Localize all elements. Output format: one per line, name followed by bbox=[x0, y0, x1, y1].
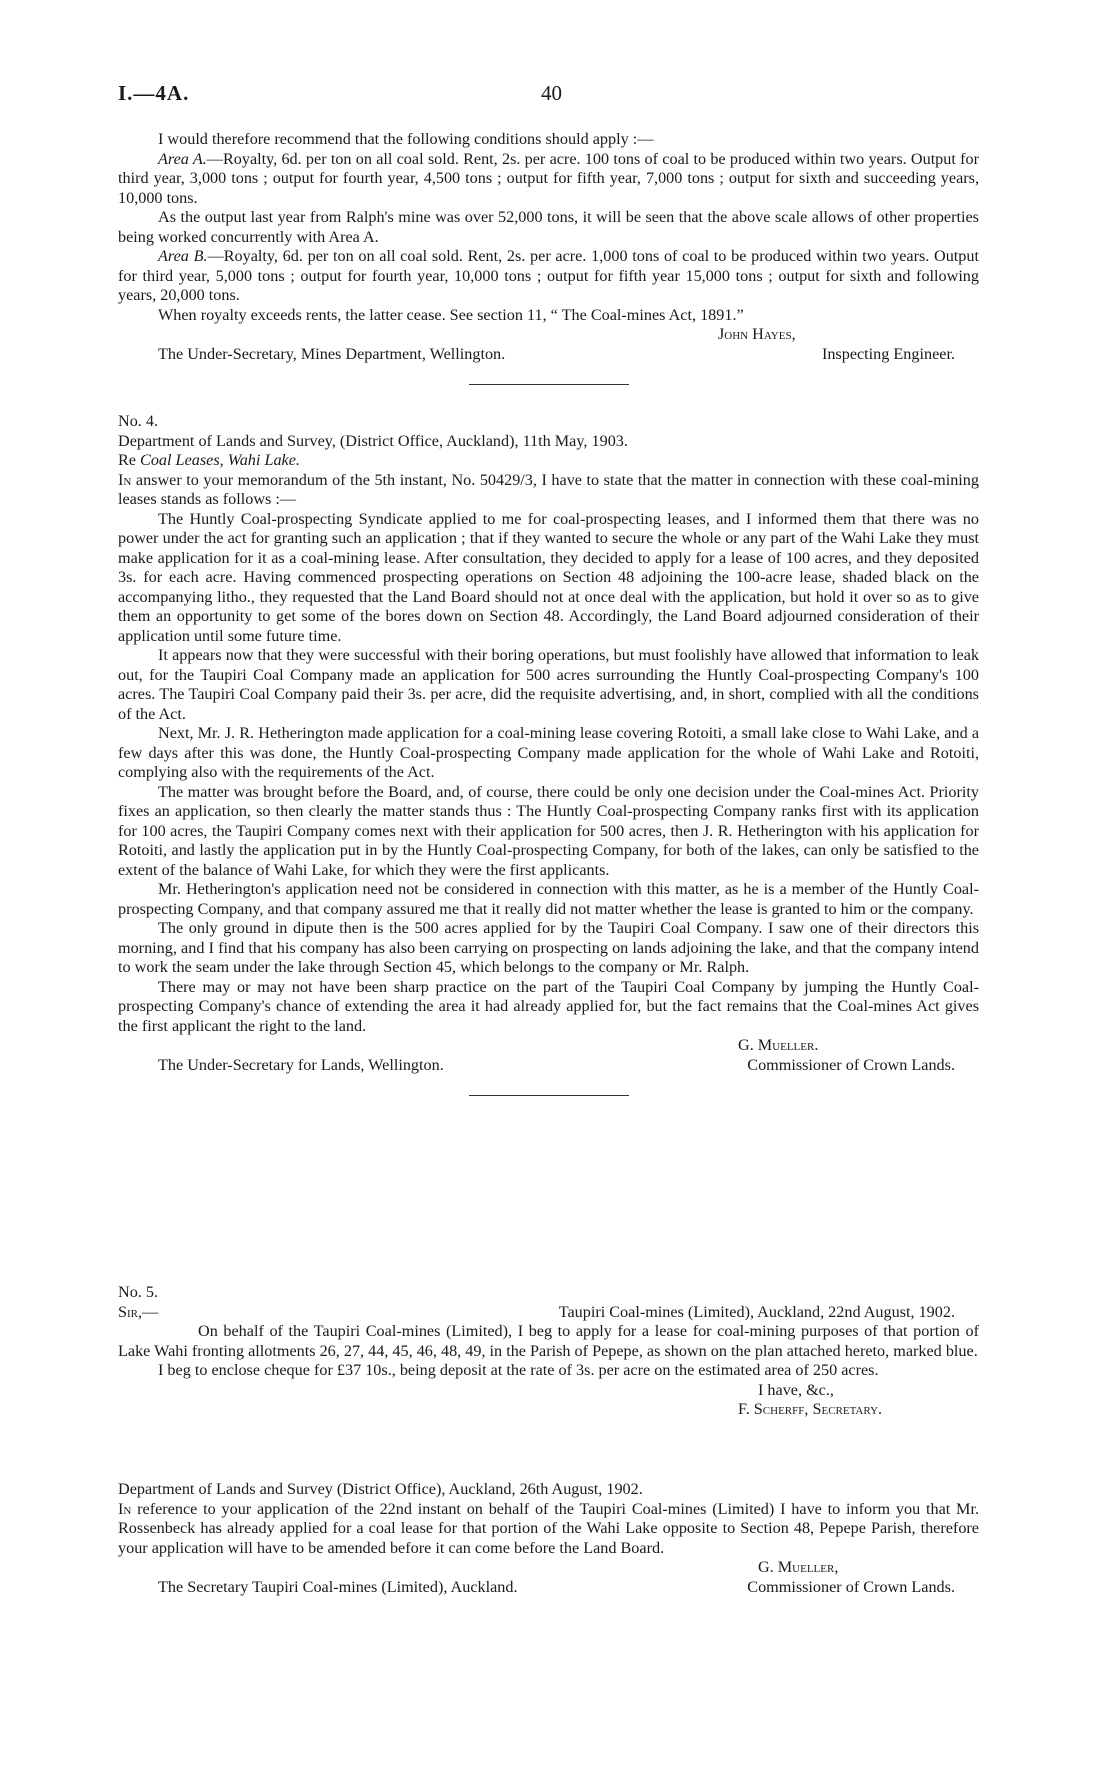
salutation: Sir,— bbox=[118, 1302, 159, 1321]
area-a-label: Area A. bbox=[158, 149, 207, 168]
signature-row bbox=[118, 1056, 979, 1076]
section-divider bbox=[469, 384, 629, 385]
addressee: The Under-Secretary for Lands, Wellington. bbox=[158, 1055, 444, 1074]
subject-prefix: Re bbox=[118, 451, 136, 469]
page-header bbox=[118, 81, 979, 114]
signer-name bbox=[118, 1036, 979, 1056]
paragraph-1-lead: In bbox=[118, 1499, 132, 1518]
area-b-text: —Royalty, 6d. per ton on all coal sold. Rent, 2s. per acre. 1,000 tons of coal to be produced within two years. Output for third year, 5,000 tons ; output for fourth year, 10,000 tons ; output for fifth year 15,000 tons ; output for sixth and following years, 20,000 tons. bbox=[118, 247, 979, 304]
section-divider bbox=[469, 1095, 629, 1096]
signer-name bbox=[118, 325, 979, 345]
letter-dateline: Department of Lands and Survey (District Office), Auckland, 26th August, 1902. bbox=[118, 1480, 643, 1498]
letter-subject bbox=[118, 451, 979, 471]
paragraph-5: The matter was brought before the Board, and, of course, there could be only one decision under the Coal-mines Act. Priority fixes an application, so then clearly the matter stands thus : The Huntly Coal-prospecting Company ranks first with its application for 100 acres, the Taupiri Company comes next with their application for 500 acres, then J. R. Hetherington with his application for Rotoiti, and lastly the application put in by the Huntly Coal-prospecting Company, for both of the lakes, can only be satisfied to the extent of the balance of Wahi Lake, for which they were the first applicants. bbox=[118, 782, 979, 879]
royalty-paragraph: When royalty exceeds rents, the latter cease. See section 11, “ The Coal-mines Act, 1891.” bbox=[158, 305, 744, 324]
signer-title: Inspecting Engineer. bbox=[821, 344, 955, 363]
paragraph-7: The only ground in dipute then is the 500 acres applied for by the Taupiri Coal Company. I saw one of their directors this morning, and I find that his company has also been carrying on prospecting on lands adjoining the lake, and that the company intend to work the seam under the lake through Section 45, which belongs to the company or Mr. Ralph. bbox=[118, 919, 979, 976]
paragraph-2: The Huntly Coal-prospecting Syndicate applied to me for coal-prospecting leases, and I informed them that there was no power under the act for granting such an application ; that if they wanted to secure the whole or any part of the Wahi Lake they must make application for it as a coal-mining lease. After consultation, they decided to apply for a lease of 100 acres, and they deposited 3s. for each acre. Having commenced prospecting operations on Section 48 adjoining the 100-acre lease, shaded black on the accompanying litho., they requested that the Land Board should not at once deal with the application, but hold it over so as to give them an opportunity to get some of the bores down on Section 48. Accordingly, the Land Board adjourned consideration of their application until some future time. bbox=[118, 509, 979, 645]
recommendation-intro: I would therefore recommend that the following conditions should apply :— bbox=[158, 130, 654, 148]
paper-reference: I.—4A. bbox=[118, 81, 190, 105]
salutation-row bbox=[118, 1303, 979, 1323]
area-a-paragraph bbox=[118, 150, 979, 209]
area-a-text: —Royalty, 6d. per ton on all coal sold. Rent, 2s. per acre. 100 tons of coal to be produced within two years. Output for third year, 3,000 tons ; output for fourth year, 4,500 tons ; output for fifth year, 7,000 tons ; output for sixth and succeeding years, 10,000 tons. bbox=[118, 149, 979, 207]
letter-number: No. 4. bbox=[118, 412, 159, 430]
addressee: The Secretary Taupiri Coal-mines (Limited), Auckland. bbox=[158, 1577, 518, 1596]
paragraph-3: It appears now that they were successful with their boring operations, but must foolishly have allowed that information to leak out, for the Taupiri Coal Company made an application for 500 acres surrounding the Huntly Coal-prospecting Company's 100 acres. The Taupiri Coal Company paid their 3s. per acre, did the requisite advertising, and, in short, complied with all the conditions of the Act. bbox=[118, 646, 979, 723]
signature-row bbox=[118, 1578, 979, 1598]
reply-letter bbox=[118, 1480, 979, 1597]
paragraph-8: There may or may not have been sharp practice on the part of the Taupiri Coal Company by jumping the Huntly Coal-prospecting Company's chance of extending the area it had already applied for, but the fact remains that the Coal-mines Act gives the first applicant the right to the land. bbox=[118, 977, 979, 1035]
signer-title: Commissioner of Crown Lands. bbox=[747, 1577, 955, 1596]
subject-text: Coal Leases, Wahi Lake. bbox=[140, 451, 300, 469]
paragraph-1 bbox=[118, 1500, 979, 1559]
paragraph-6: Mr. Hetherington's application need not be considered in connection with this matter, as he is a member of the Huntly Coal-prospecting Company, and that company assured me that it really did not matter whether the lease is granted to him or the company. bbox=[118, 880, 979, 918]
letter-no-4 bbox=[118, 412, 979, 1096]
signer-name-text: G. Mueller. bbox=[738, 1036, 819, 1054]
paragraph-1-text: reference to your application of the 22nd instant on behalf of the Taupiri Coal-mines (Limited) I have to inform you that Mr. Rossenbeck has already applied for a coal lease for that portion of the Wahi Lake opposite to Section 48, Pepepe Parish, therefore your application will have to be amended before it can come before the Land Board. bbox=[118, 1499, 979, 1557]
paragraph-1: On behalf of the Taupiri Coal-mines (Limited), I beg to apply for a lease for coal-mining purposes of that portion of Lake Wahi fronting allotments 26, 27, 44, 45, 46, 48, 49, in the Parish of Pepepe, as shown on the plan attached hereto, marked blue. bbox=[118, 1322, 979, 1360]
signer-name bbox=[118, 1558, 979, 1578]
paragraph-1 bbox=[118, 471, 979, 510]
paragraph-2: I beg to enclose cheque for £37 10s., being deposit at the rate of 3s. per acre on the estimated area of 250 acres. bbox=[158, 1361, 879, 1379]
signer-name-text: G. Mueller, bbox=[758, 1558, 839, 1576]
letter-number: No. 5. bbox=[118, 1283, 159, 1301]
ralph-output-paragraph: As the output last year from Ralph's mine was over 52,000 tons, it will be seen that the above scale allows of other properties being worked concurrently with Area A. bbox=[118, 208, 979, 246]
area-b-label: Area B. bbox=[158, 247, 208, 265]
report-conclusion bbox=[118, 130, 979, 385]
closing: I have, &c., bbox=[758, 1380, 834, 1399]
paragraph-1-lead: In bbox=[118, 470, 132, 489]
letter-no-5 bbox=[118, 1283, 979, 1420]
signer-title: Commissioner of Crown Lands. bbox=[747, 1055, 955, 1074]
letter-dateline: Department of Lands and Survey, (District Office, Auckland), 11th May, 1903. bbox=[118, 431, 628, 450]
signer bbox=[118, 1400, 979, 1420]
signature-row bbox=[118, 345, 979, 365]
paragraph-4: Next, Mr. J. R. Hetherington made application for a coal-mining lease covering Rotoiti, a small lake close to Wahi Lake, and a few days after this was done, the Huntly Coal-prospecting Company made application for the whole of Wahi Lake and Rotoiti, complying also with the requirements of the Act. bbox=[118, 724, 979, 781]
letter-dateline: Taupiri Coal-mines (Limited), Auckland, 22nd August, 1902. bbox=[558, 1302, 955, 1321]
paragraph-1-text: answer to your memorandum of the 5th instant, No. 50429/3, I have to state that the matter in connection with these coal-mining leases stands as follows :— bbox=[118, 470, 979, 508]
area-b-paragraph bbox=[118, 247, 979, 306]
signer-name-text: John Hayes, bbox=[718, 325, 796, 343]
signer-text: F. Scherff, Secretary. bbox=[738, 1400, 883, 1418]
addressee: The Under-Secretary, Mines Department, Wellington. bbox=[158, 344, 506, 363]
page-number: 40 bbox=[541, 81, 562, 105]
